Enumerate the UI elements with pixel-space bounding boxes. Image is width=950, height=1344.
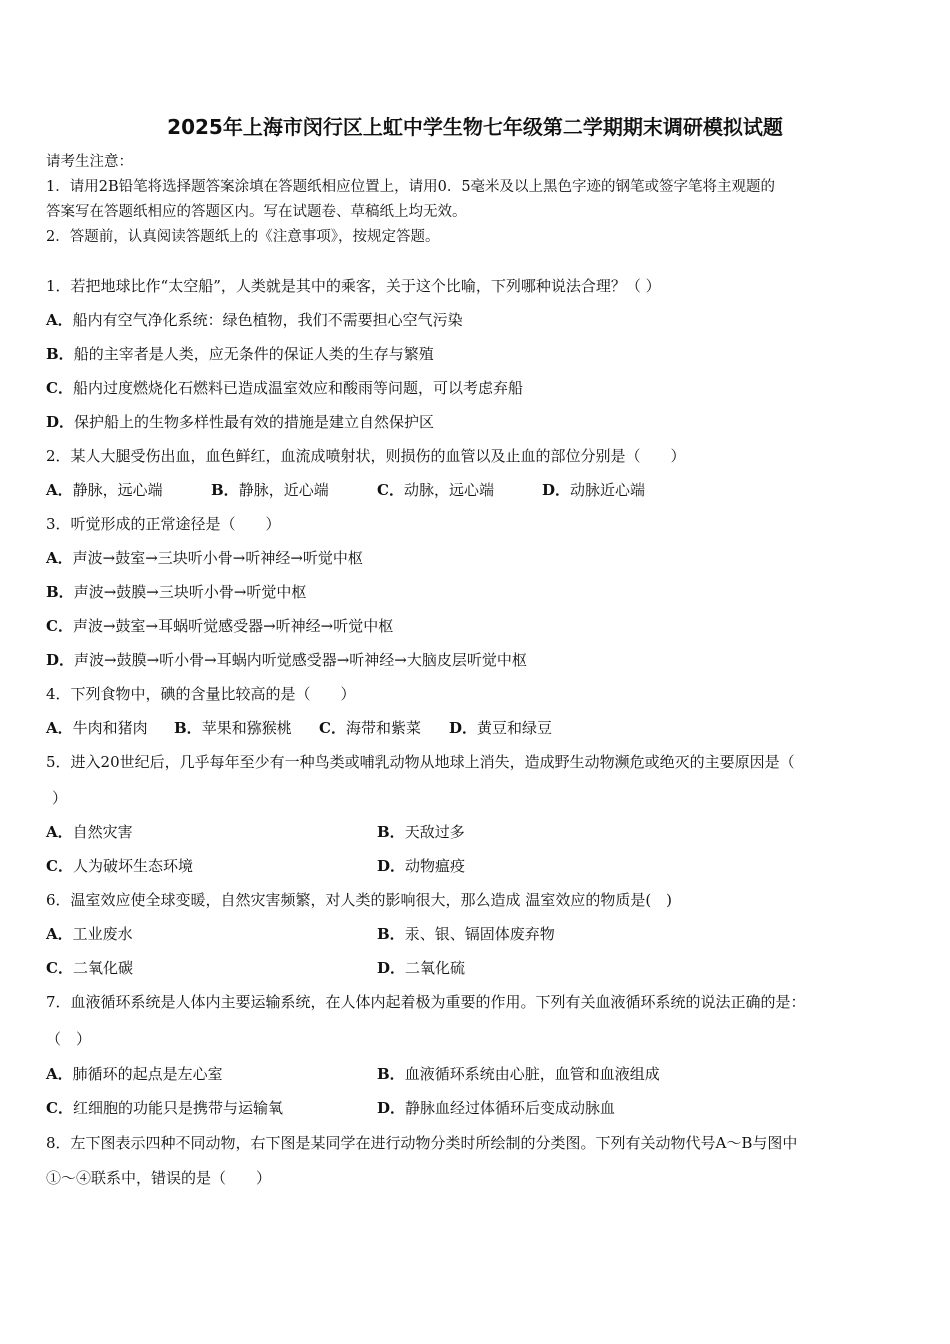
option-text: 静脉，近心端	[238, 481, 329, 499]
answer-option	[46, 344, 434, 364]
option-letter: A．	[46, 719, 73, 737]
option-letter: D．	[377, 959, 406, 977]
answer-option	[377, 1098, 615, 1118]
option-letter: D．	[377, 857, 406, 875]
option-text: 肺循环的起点是左心室	[72, 1065, 223, 1083]
option-letter: D．	[377, 1099, 406, 1117]
answer-option	[174, 718, 292, 738]
answer-option	[377, 924, 555, 944]
answer-option	[46, 1098, 283, 1118]
option-text: 保护船上的生物多样性最有效的措施是建立自然保护区	[74, 413, 435, 431]
question-stem: 8．左下图表示四种不同动物，右下图是某同学在进行动物分类时所绘制的分类图。下列有关动物代号A～B与图中	[46, 1134, 798, 1152]
option-text: 静脉，远心端	[72, 481, 163, 499]
answer-option	[377, 822, 465, 842]
option-text: 人为破坏生态环境	[72, 857, 193, 875]
option-text: 汞、银、镉固体废弃物	[404, 925, 555, 943]
option-text: 静脉血经过体循环后变成动脉血	[405, 1099, 616, 1117]
answer-option	[46, 958, 133, 978]
option-text: 声波→鼓室→三块听小骨→听神经→听觉中枢	[72, 549, 363, 567]
option-letter: B．	[377, 925, 405, 943]
answer-option	[377, 1064, 660, 1084]
option-letter: B．	[377, 823, 405, 841]
option-text: 天敌过多	[404, 823, 465, 841]
answer-option	[46, 548, 363, 568]
answer-option	[449, 718, 552, 738]
answer-option	[211, 480, 329, 500]
option-letter: C．	[319, 719, 346, 737]
option-letter: D．	[542, 481, 571, 499]
option-text: 声波→鼓膜→听小骨→耳蜗内听觉感受器→听神经→大脑皮层听觉中枢	[74, 651, 527, 669]
answer-option	[46, 412, 434, 432]
answer-option	[377, 480, 494, 500]
question-stem: 7．血液循环系统是人体内主要运输系统，在人体内起着极为重要的作用。下列有关血液循环系统的说法正确的是：	[46, 993, 806, 1011]
answer-option	[542, 480, 645, 500]
option-letter: D．	[449, 719, 478, 737]
option-letter: A．	[46, 1065, 73, 1083]
notice-item: 1．请用2B铅笔将选择题答案涂填在答题纸相应位置上，请用0．5毫米及以上黑色字迹的钢笔或签字笔将主观题的	[46, 179, 776, 195]
option-letter: C．	[46, 617, 73, 635]
option-letter: C．	[46, 1099, 73, 1117]
option-text: 动物瘟疫	[405, 857, 466, 875]
option-letter: C．	[377, 481, 404, 499]
option-letter: D．	[46, 651, 75, 669]
option-text: 动脉近心端	[570, 481, 646, 499]
option-text: 自然灾害	[72, 823, 133, 841]
option-letter: B．	[46, 345, 74, 363]
answer-option	[46, 856, 193, 876]
notice-item: 2．答题前，认真阅读答题纸上的《注意事项》，按规定答题。	[46, 229, 440, 245]
option-text: 动脉，远心端	[403, 481, 494, 499]
option-letter: A．	[46, 823, 73, 841]
question-stem: 3．听觉形成的正常途径是（ ）	[46, 515, 281, 533]
option-letter: A．	[46, 311, 73, 329]
answer-option	[46, 378, 523, 398]
question-stem: 2．某人大腿受伤出血，血色鲜红，血流成喷射状，则损伤的血管以及止血的部位分别是（ ）	[46, 447, 686, 465]
page-title: 2025年上海市闵行区上虹中学生物七年级第二学期期末调研模拟试题	[167, 115, 783, 139]
option-text: 工业废水	[72, 925, 133, 943]
answer-option	[46, 650, 527, 670]
answer-option	[377, 958, 465, 978]
question-stem-continued: ①～④联系中，错误的是（ ）	[46, 1169, 272, 1187]
option-letter: B．	[377, 1065, 405, 1083]
option-text: 牛肉和猪肉	[72, 719, 148, 737]
option-text: 黄豆和绿豆	[477, 719, 553, 737]
option-letter: B．	[211, 481, 239, 499]
answer-option	[46, 1064, 223, 1084]
answer-option	[377, 856, 465, 876]
option-letter: B．	[174, 719, 202, 737]
option-text: 船的主宰者是人类，应无条件的保证人类的生存与繁殖	[73, 345, 434, 363]
option-text: 苹果和猕猴桃	[201, 719, 292, 737]
option-text: 海带和紫菜	[345, 719, 421, 737]
option-text: 血液循环系统由心脏，血管和血液组成	[404, 1065, 660, 1083]
option-letter: C．	[46, 379, 73, 397]
option-letter: C．	[46, 959, 73, 977]
option-text: 船内有空气净化系统：绿色植物，我们不需要担心空气污染	[72, 311, 463, 329]
question-stem: 6．温室效应使全球变暖，自然灾害频繁，对人类的影响很大，那么造成 温室效应的物质是( )	[46, 891, 673, 909]
question-stem-continued: ）	[52, 789, 68, 807]
question-stem-continued: （ ）	[46, 1030, 92, 1048]
question-stem: 4．下列食物中，碘的含量比较高的是（ ）	[46, 685, 356, 703]
option-letter: D．	[46, 413, 75, 431]
option-letter: C．	[46, 857, 73, 875]
answer-option	[46, 924, 133, 944]
answer-option	[319, 718, 421, 738]
option-text: 二氧化碳	[72, 959, 133, 977]
answer-option	[46, 582, 306, 602]
notice-heading: 请考生注意：	[46, 154, 133, 170]
answer-option	[46, 822, 133, 842]
option-text: 声波→鼓室→耳蜗听觉感受器→听神经→听觉中枢	[72, 617, 394, 635]
option-text: 声波→鼓膜→三块听小骨→听觉中枢	[73, 583, 307, 601]
question-stem: 1．若把地球比作“太空船”，人类就是其中的乘客，关于这个比喻，下列哪种说法合理？（ ）	[46, 277, 661, 295]
answer-option	[46, 480, 163, 500]
option-text: 船内过度燃烧化石燃料已造成温室效应和酸雨等问题，可以考虑弃船	[72, 379, 523, 397]
notice-item: 答案写在答题纸相应的答题区内。写在试题卷、草稿纸上均无效。	[46, 204, 467, 220]
option-letter: B．	[46, 583, 74, 601]
answer-option	[46, 616, 393, 636]
answer-option	[46, 718, 148, 738]
answer-option	[46, 310, 463, 330]
option-text: 红细胞的功能只是携带与运输氧	[72, 1099, 283, 1117]
question-stem: 5．进入20世纪后，几乎每年至少有一种鸟类或哺乳动物从地球上消失，造成野生动物濒危或绝灭的主要原因是（	[46, 753, 795, 771]
option-letter: A．	[46, 925, 73, 943]
option-letter: A．	[46, 549, 73, 567]
option-letter: A．	[46, 481, 73, 499]
option-text: 二氧化硫	[405, 959, 466, 977]
